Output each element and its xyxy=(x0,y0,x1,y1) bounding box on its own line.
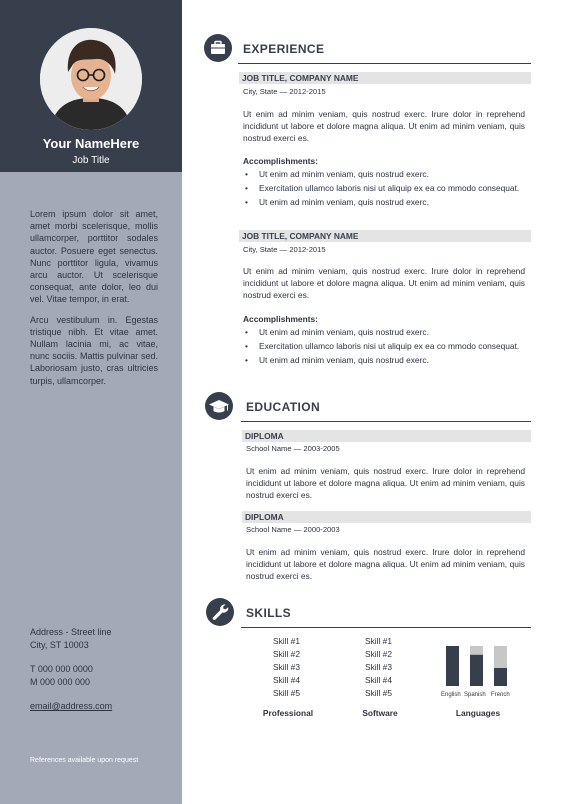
languages-label: Languages xyxy=(455,708,501,718)
language-bar-french xyxy=(494,668,507,686)
address-line: Address - Street line xyxy=(30,627,112,637)
profile-header xyxy=(0,0,182,172)
list-item: • Ut enim ad minim veniam, quis nostrud exerc. xyxy=(243,168,525,180)
education-header: DIPLOMA xyxy=(242,430,531,442)
language-bar-spanish xyxy=(470,655,483,686)
profile-photo xyxy=(40,28,142,130)
software-skills xyxy=(365,635,392,700)
graduation-cap-icon xyxy=(205,392,233,420)
list-item: Skill #5 xyxy=(365,688,392,698)
references-note: References available upon request xyxy=(30,757,139,764)
about-paragraph: Lorem ipsum dolor sit amet, amet morbi scelerisque, mollis ullamcorper, porttitor sodales auctor. Posuere eget senectus. Nunc porttitor ligula, vivamus arcu auctor. Ut scelerisque consequat, ante dolor, leo dui vel. Vitae tempor, in erat. xyxy=(30,209,158,305)
experience-desc: Ut enim ad minim veniam, quis nostrud exerc. Irure dolor in reprehend incididunt ut labore et dolore magna aliqua. Ut enim ad minim veniam, quis nostrud exerci es. xyxy=(243,109,525,144)
email-link[interactable]: email@address.com xyxy=(30,701,113,712)
wrench-icon xyxy=(206,598,234,626)
address-city: City, ST 10003 xyxy=(30,639,89,650)
experience-sub: City, State — 2012-2015 xyxy=(243,87,326,96)
professional-skills xyxy=(273,635,300,700)
accomplishments-list xyxy=(243,326,525,368)
list-item: Skill #3 xyxy=(273,662,300,672)
experience-header: JOB TITLE, COMPANY NAME xyxy=(239,72,531,84)
education-desc: Ut enim ad minim veniam, quis nostrud exerc. Irure dolor in reprehend incididunt ut labore et dolore magna aliqua. Ut enim ad minim veniam, quis nostrud exerci es. xyxy=(246,547,525,582)
list-item: Skill #4 xyxy=(273,675,300,685)
accomplishments-title: Accomplishments: xyxy=(243,156,318,166)
experience-sub: City, State — 2012-2015 xyxy=(243,245,326,254)
list-item: • Ut enim ad minim veniam, quis nostrud exerc. xyxy=(243,354,525,366)
profile-job-title: Job Title xyxy=(72,155,110,166)
accomplishments-title: Accomplishments: xyxy=(243,314,318,324)
education-header: DIPLOMA xyxy=(242,511,531,523)
list-item: Skill #2 xyxy=(273,649,300,659)
list-item: • Exercitation ullamco laboris nisi ut aliquip ex ea co mmodo consequat. xyxy=(243,182,525,194)
list-item: Skill #1 xyxy=(273,636,300,646)
list-item: Skill #5 xyxy=(273,688,300,698)
briefcase-icon xyxy=(204,34,232,62)
language-bar-english xyxy=(446,646,459,686)
sidebar xyxy=(0,0,182,804)
education-desc: Ut enim ad minim veniam, quis nostrud exerc. Irure dolor in reprehend incididunt ut labore et dolore magna aliqua. Ut enim ad minim veniam, quis nostrud exerci es. xyxy=(246,466,525,501)
language-label: Spanish xyxy=(464,692,486,698)
experience-desc: Ut enim ad minim veniam, quis nostrud exerc. Irure dolor in reprehend incididunt ut labore et dolore magna aliqua. Ut enim ad minim veniam, quis nostrud exerci es. xyxy=(243,266,525,301)
list-item: • Ut enim ad minim veniam, quis nostrud exerc. xyxy=(243,196,525,208)
software-label: Software xyxy=(362,708,398,718)
phone-t: T 000 000 0000 xyxy=(30,664,93,675)
list-item: • Exercitation ullamco laboris nisi ut aliquip ex ea co mmodo consequat. xyxy=(243,340,525,352)
professional-label: Professional xyxy=(262,708,314,718)
divider xyxy=(241,627,531,628)
skills-title: SKILLS xyxy=(246,606,292,620)
profile-name: Your NameHere xyxy=(42,136,140,151)
list-item: • Ut enim ad minim veniam, quis nostrud exerc. xyxy=(243,326,525,338)
education-sub: School Name — 2000-2003 xyxy=(246,525,340,534)
experience-title: EXPERIENCE xyxy=(243,42,325,56)
language-label: French xyxy=(491,692,510,698)
education-title: EDUCATION xyxy=(246,400,321,414)
divider xyxy=(238,63,531,64)
about-paragraph: Arcu vestibulum in. Egestas tristique nibh. Et vitae amet. Nullam lacinia mi, ac vitae, nunc sociis. Mattis pulvinar sed. Laboriosam justo, cras ultricies turpis, ullamcorper. xyxy=(30,314,158,386)
list-item: Skill #4 xyxy=(365,675,392,685)
list-item: Skill #3 xyxy=(365,662,392,672)
list-item: Skill #1 xyxy=(365,636,392,646)
about-text xyxy=(30,208,158,395)
language-label: English xyxy=(441,692,461,698)
list-item: Skill #2 xyxy=(365,649,392,659)
contact-block xyxy=(30,626,170,713)
education-sub: School Name — 2003-2005 xyxy=(246,444,340,453)
accomplishments-list xyxy=(243,168,525,210)
experience-header: JOB TITLE, COMPANY NAME xyxy=(239,230,531,242)
phone-m: M 000 000 000 xyxy=(30,676,91,687)
divider xyxy=(241,421,531,422)
languages-chart xyxy=(440,640,520,688)
